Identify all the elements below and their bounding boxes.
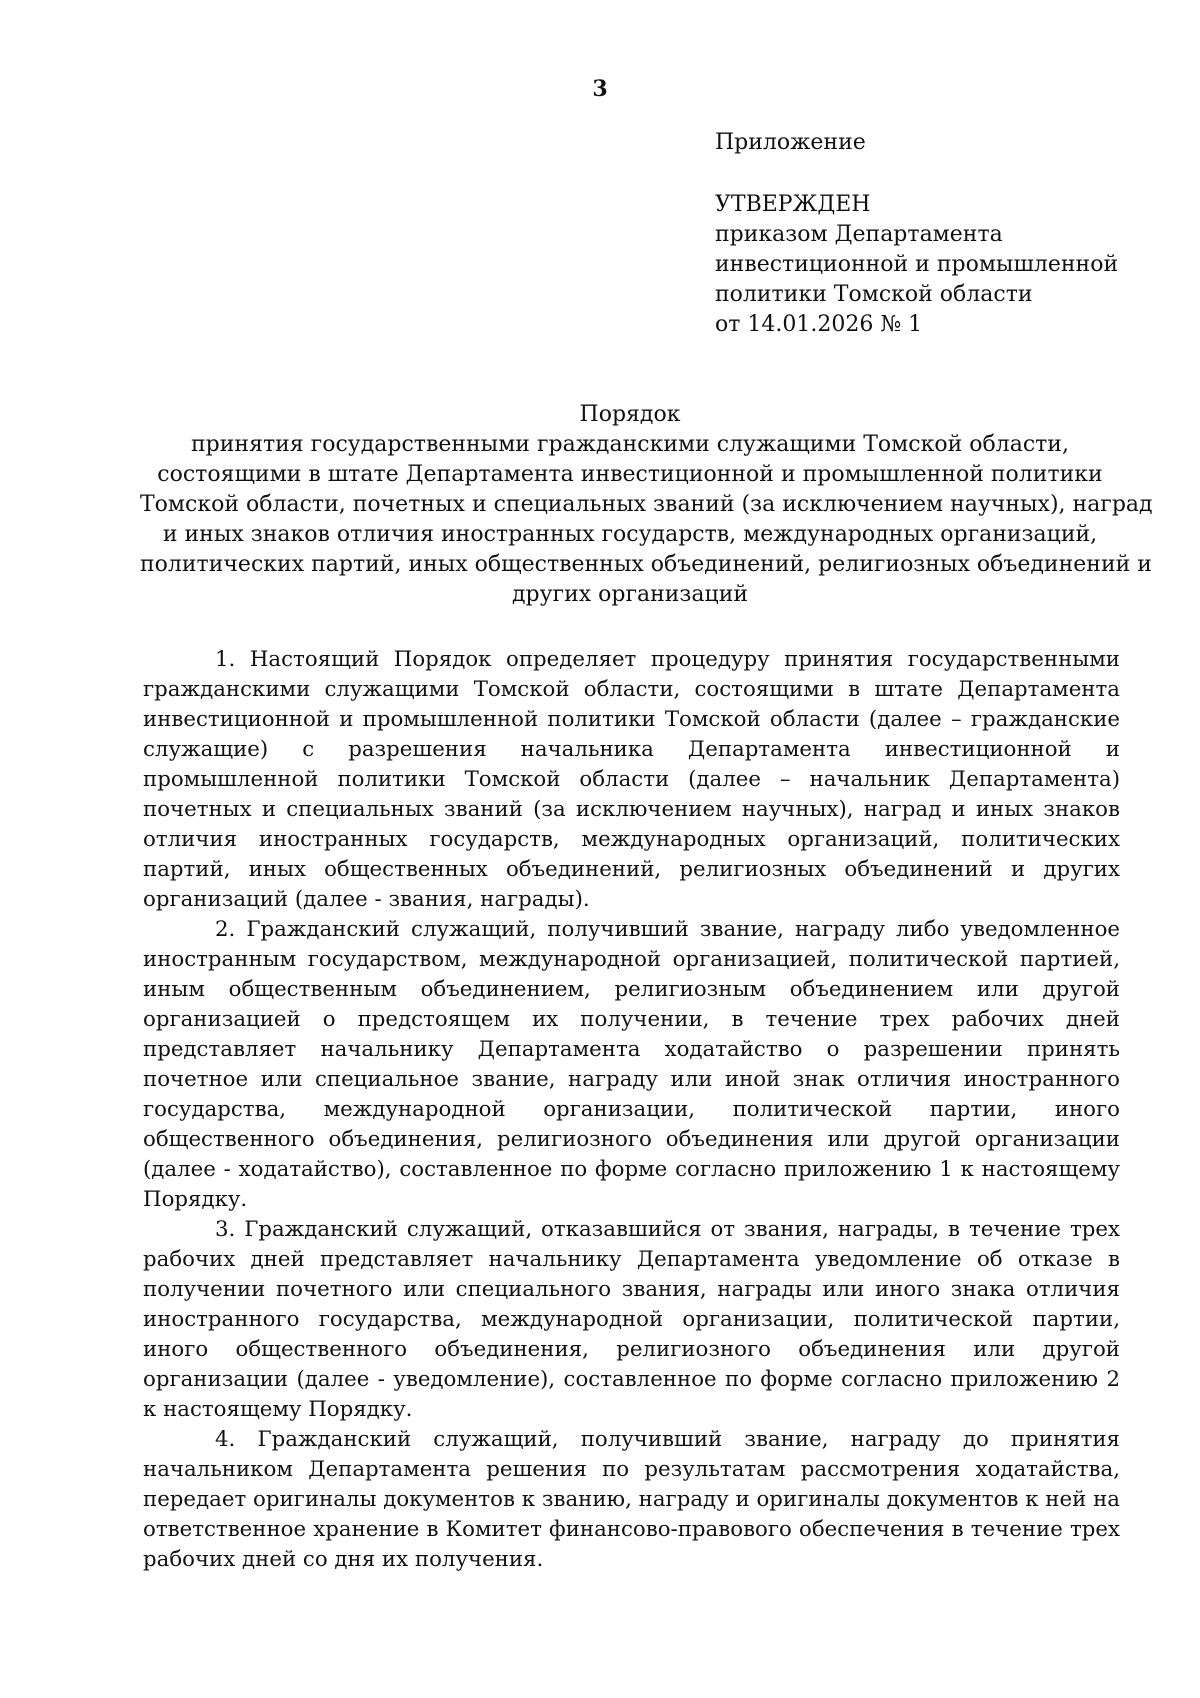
- paragraph-1: 1. Настоящий Порядок определяет процедуру принятия государственными гражданскими служащими Томской области, состоящими в штате Департамента инвестиционной и промышленной политики Томской области (далее – гражданские служащие) с разрешения начальника Департамента инвестиционной и промышленной политики Томской области (далее – начальник Департамента) почетных и специальных званий (за исключением научных), наград и иных знаков отличия иностранных государств, международных организаций, политических партий, иных общественных объединений, религиозных объединений и других организаций (далее - звания, награды).: [143, 647, 1120, 912]
- approval-line: приказом Департамента: [715, 222, 1003, 247]
- title-heading: Порядок: [579, 402, 681, 427]
- paragraph-3: 3. Гражданский служащий, отказавшийся от звания, награды, в течение трех рабочих дней представляет начальнику Департамента уведомление об отказе в получении почетного или специального звания, награды или иного знака отличия иностранного государства, международной организации, политической партии, иного общественного объединения, религиозного объединения или другой организации (далее - уведомление), составленное по форме согласно приложению 2 к настоящему Порядку.: [143, 1217, 1120, 1422]
- title-line: и иных знаков отличия иностранных государств, международных организаций,: [162, 522, 1098, 547]
- title-line: Томской области, почетных и специальных званий (за исключением научных), наград: [140, 492, 1153, 517]
- title-line: других организаций: [511, 582, 749, 607]
- document-title: [140, 400, 1153, 610]
- approval-line: политики Томской области: [715, 282, 1033, 307]
- title-line: состоящими в штате Департамента инвестиционной и промышленной политики: [157, 462, 1103, 487]
- paragraph-2: 2. Гражданский служащий, получивший звание, награду либо уведомленное иностранным государством, международной организацией, политической партией, иным общественным объединением, религиозным объединением или другой организацией о предстоящем их получении, в течение трех рабочих дней представляет начальнику Департамента ходатайство о разрешении принять почетное или специальное звание, награду или иной знак отличия иностранного государства, международной организации, политической партии, иного общественного объединения, религиозного объединения или другой организации (далее - ходатайство), составленное по форме согласно приложению 1 к настоящему Порядку.: [143, 917, 1120, 1212]
- approval-line: инвестиционной и промышленной: [715, 252, 1119, 277]
- page-number: 3: [592, 76, 608, 102]
- title-line: принятия государственными гражданскими служащими Томской области,: [191, 432, 1069, 457]
- approval-date-number: от 14.01.2026 № 1: [715, 312, 923, 337]
- approval-stamp-block: [715, 190, 1155, 340]
- annex-label: Приложение: [715, 130, 866, 155]
- title-line: политических партий, иных общественных объединений, религиозных объединений и: [140, 552, 1152, 577]
- approval-heading: УТВЕРЖДЕН: [715, 192, 871, 217]
- paragraph-4: 4. Гражданский служащий, получивший звание, награду до принятия начальником Департамента решения по результатам рассмотрения ходатайства, передает оригиналы документов к званию, награду и оригиналы документов к ней на ответственное хранение в Комитет финансово-правового обеспечения в течение трех рабочих дней со дня их получения.: [143, 1427, 1120, 1572]
- document-body: [143, 645, 1120, 1575]
